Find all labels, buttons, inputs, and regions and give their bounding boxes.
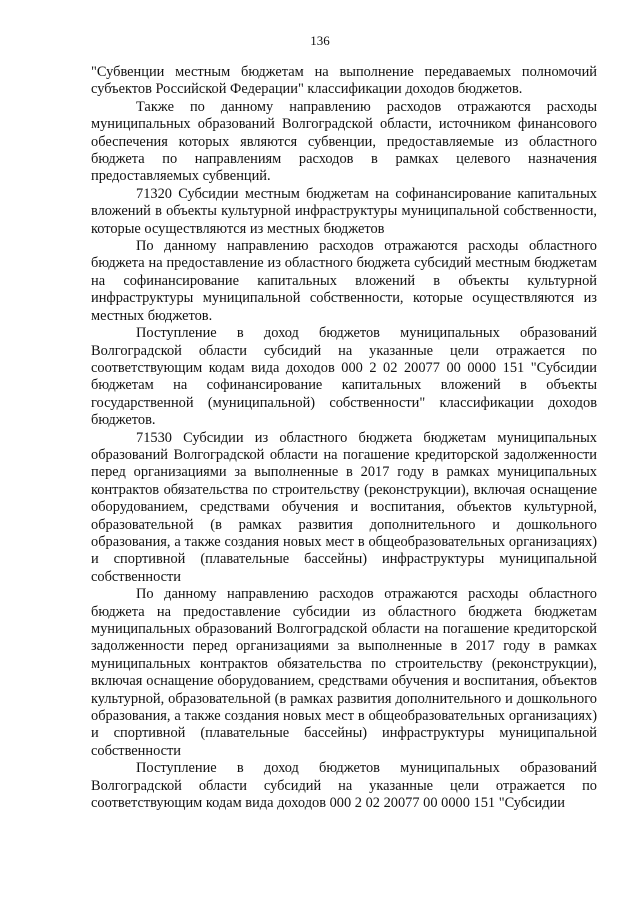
page-number: 136 <box>310 33 330 48</box>
paragraph-71530-heading: 71530 Субсидии из областного бюджета бюджетам муниципальных образований Волгоградской области на погашение кредиторской задолженности перед организациями за выполненные в 2017 году в рамках муниципальных контрактов обязательства по строительству (реконструкции), включая оснащение оборудованием, средствами обучения и воспитания, объектов культурной, образовательной (в рамках развития дополнительного и дошкольного образования, а также создания новых мест в общеобразовательных организациях) и спортивной (плавательные бассейны) инфраструктуры муниципальной собственности <box>91 429 597 585</box>
paragraph-71530-expenses: По данному направлению расходов отражаются расходы областного бюджета на предоставление субсидии из областного бюджета бюджетам муниципальных образований Волгоградской области на погашение кредиторской задолженности перед организациями за выполненные в 2017 году в рамках муниципальных контрактов обязательства по строительству (реконструкции), включая оснащение оборудованием, средствами обучения и воспитания, объектов культурной, образовательной (в рамках развития дополнительного и дошкольного образования, а также создания новых мест в общеобразовательных организациях) и спортивной (плавательные бассейны) инфраструктуры муниципальной собственности <box>91 586 597 759</box>
paragraph-subvention-expenses: Также по данному направлению расходов отражаются расходы муниципальных образований Волгоградской области, источником финансового обеспечения которых являются субвенции, предоставляемые из областного бюджета по направлениям расходов в рамках целевого назначения предоставляемых субвенций. <box>91 98 597 185</box>
paragraph-intro: "Субвенции местным бюджетам на выполнение передаваемых полномочий субъектов Российской Федерации" классификации доходов бюджетов. <box>91 64 597 98</box>
paragraph-71320-heading: 71320 Субсидии местным бюджетам на софинансирование капитальных вложений в объекты культурной инфраструктуры муниципальной собственности, которые осуществляются из местных бюджетов <box>91 185 597 237</box>
paragraph-71320-expenses: По данному направлению расходов отражаются расходы областного бюджета на предоставление из областного бюджета субсидий местным бюджетам на софинансирование капитальных вложений в объекты культурной инфраструктуры муниципальной собственности, которые осуществляются из местных бюджетов. <box>91 238 597 324</box>
body-text <box>91 64 597 812</box>
paragraph-71320-revenue: Поступление в доход бюджетов муниципальных образований Волгоградской области субсидий на указанные цели отражается по соответствующим кодам вида доходов 000 2 02 20077 00 0000 151 "Субсидии бюджетам на софинансирование капитальных вложений в объекты государственной (муниципальной) собственности" классификации доходов бюджетов. <box>91 325 597 429</box>
paragraph-71530-revenue: Поступление в доход бюджетов муниципальных образований Волгоградской области субсидий на указанные цели отражается по соответствующим кодам вида доходов 000 2 02 20077 00 0000 151 "Субсидии <box>91 760 597 812</box>
